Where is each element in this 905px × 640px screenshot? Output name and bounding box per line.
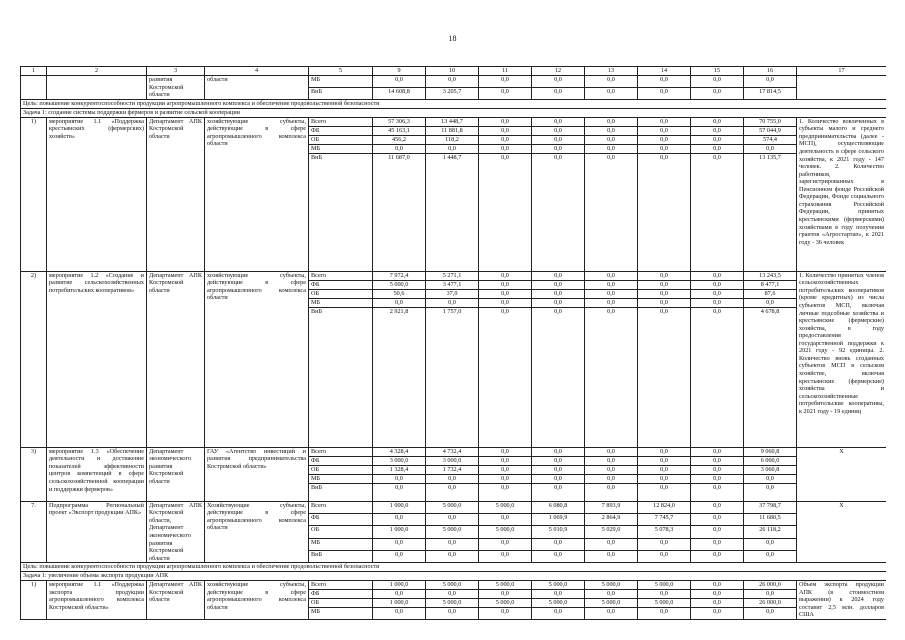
executor-cell: Департамент АПК Костромской области bbox=[147, 117, 205, 271]
executor-cell: Департамент экономического развития Костромской области bbox=[147, 447, 205, 501]
funding-source: ВнБ bbox=[309, 483, 373, 501]
amount-cell: 0,0 bbox=[585, 153, 638, 271]
amount-cell: 0,0 bbox=[532, 465, 585, 474]
amount-cell: 0,0 bbox=[479, 513, 532, 525]
amount-cell: 0,0 bbox=[638, 483, 691, 501]
amount-cell: 1 328,4 bbox=[373, 465, 426, 474]
amount-cell: 7 972,4 bbox=[373, 271, 426, 280]
amount-cell: 0,0 bbox=[532, 307, 585, 447]
amount-cell: 0,0 bbox=[638, 153, 691, 271]
amount-cell: 0,0 bbox=[585, 456, 638, 465]
task-row-text: Задача 1: увеличение объема экспорта продукции АПК bbox=[21, 572, 887, 581]
amount-cell: 0,0 bbox=[744, 76, 797, 88]
funding-source: ОБ bbox=[309, 135, 373, 144]
carry-row bbox=[21, 76, 887, 88]
amount-cell: 0,0 bbox=[638, 550, 691, 562]
expected-result: Х bbox=[797, 447, 887, 501]
amount-cell: 5 000,0 bbox=[532, 581, 585, 590]
amount-cell: 0,0 bbox=[638, 280, 691, 289]
amount-cell: 0,0 bbox=[585, 135, 638, 144]
amount-cell: 0,0 bbox=[585, 298, 638, 307]
item-number: 1) bbox=[21, 117, 47, 271]
amount-cell: 4 328,4 bbox=[373, 447, 426, 456]
amount-cell: 574,4 bbox=[744, 135, 797, 144]
expected-result: Объем экспорта продукции АПК (в стоимостном выражении) к 2024 году составит 2,5 млн. долларов США bbox=[797, 581, 887, 620]
amount-cell: 5 000,0 bbox=[479, 599, 532, 608]
item-number: 3) bbox=[21, 447, 47, 501]
goal-row-text: Цель: повышение конкурентоспособности продукции агропромышленного комплекса и обеспечение продовольственной безопасности bbox=[21, 99, 887, 108]
amount-cell: 5 000,0 bbox=[426, 501, 479, 513]
budget-table bbox=[20, 66, 886, 620]
empty-cell bbox=[21, 76, 47, 100]
funding-row bbox=[21, 447, 887, 456]
amount-cell: 5 000,0 bbox=[638, 599, 691, 608]
amount-cell: 1 000,0 bbox=[373, 599, 426, 608]
amount-cell: 5 000,0 bbox=[479, 526, 532, 538]
amount-cell: 0,0 bbox=[532, 474, 585, 483]
amount-cell: 0,0 bbox=[479, 447, 532, 456]
amount-cell: 0,0 bbox=[426, 474, 479, 483]
amount-cell: 0,0 bbox=[479, 135, 532, 144]
amount-cell: 0,0 bbox=[691, 87, 744, 99]
amount-cell: 0,0 bbox=[479, 271, 532, 280]
amount-cell: 1 000,0 bbox=[373, 581, 426, 590]
amount-cell: 0,0 bbox=[373, 538, 426, 550]
column-header: 2 bbox=[47, 67, 147, 76]
amount-cell: 0,0 bbox=[532, 298, 585, 307]
amount-cell: 5 000,0 bbox=[373, 280, 426, 289]
amount-cell: 0,0 bbox=[585, 550, 638, 562]
amount-cell: 37,0 bbox=[426, 289, 479, 298]
amount-cell: 0,0 bbox=[691, 298, 744, 307]
amount-cell: 0,0 bbox=[691, 144, 744, 153]
goal-row bbox=[21, 563, 887, 572]
amount-cell: 0,0 bbox=[585, 271, 638, 280]
amount-cell: 0,0 bbox=[691, 307, 744, 447]
task-row-text: Задача 1: создание системы поддержки фермеров и развитие сельской кооперации bbox=[21, 108, 887, 117]
amount-cell: 0,0 bbox=[532, 550, 585, 562]
amount-cell: 0,0 bbox=[691, 590, 744, 599]
header-row bbox=[21, 67, 887, 76]
amount-cell: 0,0 bbox=[426, 538, 479, 550]
amount-cell: 0,0 bbox=[691, 501, 744, 513]
amount-cell: 0,0 bbox=[744, 608, 797, 620]
item-number: 2) bbox=[21, 271, 47, 447]
funding-source: ФБ bbox=[309, 456, 373, 465]
amount-cell: 0,0 bbox=[691, 465, 744, 474]
recipient-cell: Хозяйствующие субъекты, действующие в сфере агропромышленного комплекса области bbox=[205, 501, 309, 563]
amount-cell: 13 135,7 bbox=[744, 153, 797, 271]
amount-cell: 0,0 bbox=[532, 456, 585, 465]
funding-source: ФБ bbox=[309, 126, 373, 135]
funding-row bbox=[21, 581, 887, 590]
column-header: 11 bbox=[479, 67, 532, 76]
amount-cell: 0,0 bbox=[479, 608, 532, 620]
amount-cell: 0,0 bbox=[532, 271, 585, 280]
amount-cell: 0,0 bbox=[691, 483, 744, 501]
amount-cell: 87,6 bbox=[744, 289, 797, 298]
amount-cell: 5 000,0 bbox=[426, 599, 479, 608]
amount-cell: 2 864,9 bbox=[585, 513, 638, 525]
amount-cell: 0,0 bbox=[638, 608, 691, 620]
amount-cell: 0,0 bbox=[744, 550, 797, 562]
amount-cell: 0,0 bbox=[532, 289, 585, 298]
amount-cell: 0,0 bbox=[479, 76, 532, 88]
funding-source: ФБ bbox=[309, 280, 373, 289]
executor-cell: Департамент АПК Костромской области bbox=[147, 271, 205, 447]
amount-cell: 0,0 bbox=[585, 590, 638, 599]
amount-cell: 70 755,0 bbox=[744, 117, 797, 126]
amount-cell: 3 060,8 bbox=[744, 465, 797, 474]
column-header: 5 bbox=[309, 67, 373, 76]
funding-source: ОБ bbox=[309, 289, 373, 298]
item-number: 1) bbox=[21, 581, 47, 620]
funding-row bbox=[21, 117, 887, 126]
amount-cell: 0,0 bbox=[479, 87, 532, 99]
funding-source: Всего bbox=[309, 581, 373, 590]
amount-cell: 11 881,8 bbox=[426, 126, 479, 135]
amount-cell: 0,0 bbox=[585, 307, 638, 447]
amount-cell: 0,0 bbox=[638, 135, 691, 144]
amount-cell: 4 732,4 bbox=[426, 447, 479, 456]
amount-cell: 0,0 bbox=[479, 474, 532, 483]
funding-source: Всего bbox=[309, 501, 373, 513]
column-header: 4 bbox=[205, 67, 309, 76]
amount-cell: 0,0 bbox=[532, 144, 585, 153]
amount-cell: 0,0 bbox=[691, 447, 744, 456]
funding-source: Всего bbox=[309, 447, 373, 456]
amount-cell: 0,0 bbox=[744, 144, 797, 153]
amount-cell: 26 000,0 bbox=[744, 599, 797, 608]
amount-cell: 0,0 bbox=[585, 126, 638, 135]
amount-cell: 5 271,1 bbox=[426, 271, 479, 280]
amount-cell: 0,0 bbox=[638, 271, 691, 280]
amount-cell: 0,0 bbox=[479, 117, 532, 126]
amount-cell: 0,0 bbox=[532, 117, 585, 126]
amount-cell: 1 757,0 bbox=[426, 307, 479, 447]
funding-source: МБ bbox=[309, 298, 373, 307]
amount-cell: 0,0 bbox=[532, 280, 585, 289]
funding-source: Всего bbox=[309, 117, 373, 126]
amount-cell: 0,0 bbox=[532, 608, 585, 620]
funding-source: ВнБ bbox=[309, 550, 373, 562]
amount-cell: 12 824,0 bbox=[638, 501, 691, 513]
amount-cell: 0,0 bbox=[691, 599, 744, 608]
amount-cell: 0,0 bbox=[426, 76, 479, 88]
amount-cell: 118,2 bbox=[426, 135, 479, 144]
amount-cell: 0,0 bbox=[744, 483, 797, 501]
amount-cell: 0,0 bbox=[691, 474, 744, 483]
funding-source: МБ bbox=[309, 608, 373, 620]
amount-cell: 0,0 bbox=[479, 538, 532, 550]
amount-cell: 0,0 bbox=[532, 153, 585, 271]
amount-cell: 0,0 bbox=[426, 144, 479, 153]
amount-cell: 0,0 bbox=[691, 76, 744, 88]
executor-cell: Департамент АПК Костромской области bbox=[147, 581, 205, 620]
column-header: 1 bbox=[21, 67, 47, 76]
amount-cell: 26 000,0 bbox=[744, 581, 797, 590]
amount-cell: 0,0 bbox=[373, 550, 426, 562]
amount-cell: 0,0 bbox=[426, 483, 479, 501]
funding-source: ОБ bbox=[309, 599, 373, 608]
amount-cell: 0,0 bbox=[691, 550, 744, 562]
amount-cell: 0,0 bbox=[532, 590, 585, 599]
amount-cell: 0,0 bbox=[373, 513, 426, 525]
recipient-cell: хозяйствующие субъекты, действующие в сфере агропромышленного комплекса области bbox=[205, 581, 309, 620]
funding-source: ОБ bbox=[309, 526, 373, 538]
amount-cell: 0,0 bbox=[532, 126, 585, 135]
amount-cell: 0,0 bbox=[744, 298, 797, 307]
amount-cell: 6 080,8 bbox=[532, 501, 585, 513]
amount-cell: 0,0 bbox=[638, 289, 691, 298]
amount-cell: 0,0 bbox=[638, 447, 691, 456]
measure-name: мероприятие 1.2 «Создание и развитие сельскохозяйственных потребительских кооперативов» bbox=[47, 271, 147, 447]
funding-source: ФБ bbox=[309, 513, 373, 525]
amount-cell: 0,0 bbox=[532, 538, 585, 550]
amount-cell: 0,0 bbox=[479, 590, 532, 599]
funding-source: Всего bbox=[309, 271, 373, 280]
expected-result: 1. Количество вовлеченных в субъекты малого и среднего предпринимательства (далее - МСП), осуществляющие деятельность в сфере сельского хозяйства, к 2021 году - 147 человек. 2. Количество работников, зарегистрированных в Пенсионном фонде Российской Федерации, Фонде социального страхования Российской Федерации, принятых крестьянскими (фермерскими) хозяйствами в году получения грантов «Агростартап», к 2021 году - 36 человек bbox=[797, 117, 887, 271]
amount-cell: 0,0 bbox=[373, 590, 426, 599]
expected-result: 1. Количество принятых членов сельскохозяйственных потребительских кооперативов (кроме кредитных) из числа субъектов МСП, включая личные подсобные хозяйства и крестьянские (фермерские) хозяйства, в году предоставления государственной поддержки к 2021 году - 92 единицы. 2. Количество вновь созданных субъектов МСП в сельском хозяйстве, включая крестьянские (фермерские) хозяйства и сельскохозяйственные потребительские кооперативы, к 2021 году - 19 единиц bbox=[797, 271, 887, 447]
item-number: 7. bbox=[21, 501, 47, 563]
amount-cell: 2 921,8 bbox=[373, 307, 426, 447]
amount-cell: 0,0 bbox=[479, 307, 532, 447]
amount-cell: 0,0 bbox=[373, 608, 426, 620]
amount-cell: 0,0 bbox=[585, 76, 638, 88]
amount-cell: 5 000,0 bbox=[532, 599, 585, 608]
amount-cell: 5 078,3 bbox=[638, 526, 691, 538]
amount-cell: 0,0 bbox=[691, 513, 744, 525]
amount-cell: 0,0 bbox=[585, 117, 638, 126]
column-header: 10 bbox=[426, 67, 479, 76]
funding-source: МБ bbox=[309, 76, 373, 88]
amount-cell: 57 044,9 bbox=[744, 126, 797, 135]
amount-cell: 1 448,7 bbox=[426, 153, 479, 271]
amount-cell: 5 029,0 bbox=[585, 526, 638, 538]
funding-source: ОБ bbox=[309, 465, 373, 474]
amount-cell: 0,0 bbox=[479, 289, 532, 298]
amount-cell: 0,0 bbox=[585, 280, 638, 289]
amount-cell: 0,0 bbox=[373, 144, 426, 153]
amount-cell: 0,0 bbox=[744, 474, 797, 483]
amount-cell: 0,0 bbox=[691, 135, 744, 144]
funding-row bbox=[21, 271, 887, 280]
amount-cell: 11 687,0 bbox=[373, 153, 426, 271]
amount-cell: 3 205,7 bbox=[426, 87, 479, 99]
amount-cell: 8 477,1 bbox=[744, 280, 797, 289]
amount-cell: 0,0 bbox=[638, 126, 691, 135]
amount-cell: 0,0 bbox=[638, 144, 691, 153]
amount-cell: 0,0 bbox=[426, 550, 479, 562]
amount-cell: 0,0 bbox=[585, 538, 638, 550]
amount-cell: 0,0 bbox=[532, 447, 585, 456]
amount-cell: 0,0 bbox=[691, 608, 744, 620]
amount-cell: 5 000,0 bbox=[426, 526, 479, 538]
column-header: 3 bbox=[147, 67, 205, 76]
amount-cell: 0,0 bbox=[479, 456, 532, 465]
column-header: 12 bbox=[532, 67, 585, 76]
amount-cell: 0,0 bbox=[691, 581, 744, 590]
amount-cell: 17 814,5 bbox=[744, 87, 797, 99]
funding-source: ВнБ bbox=[309, 153, 373, 271]
amount-cell: 0,0 bbox=[479, 280, 532, 289]
empty-cell bbox=[47, 76, 147, 100]
column-header: 14 bbox=[638, 67, 691, 76]
amount-cell: 3 000,0 bbox=[426, 456, 479, 465]
amount-cell: 0,0 bbox=[426, 590, 479, 599]
goal-row-text: Цель: повышение конкурентоспособности продукции агропромышленного комплекса и обеспечение продовольственной безопасности bbox=[21, 563, 887, 572]
amount-cell: 1 000,0 bbox=[373, 501, 426, 513]
amount-cell: 0,0 bbox=[638, 474, 691, 483]
amount-cell: 57 306,3 bbox=[373, 117, 426, 126]
amount-cell: 3 000,0 bbox=[373, 456, 426, 465]
amount-cell: 0,0 bbox=[638, 465, 691, 474]
amount-cell: 0,0 bbox=[426, 298, 479, 307]
amount-cell: 7 893,9 bbox=[585, 501, 638, 513]
amount-cell: 5 000,0 bbox=[638, 581, 691, 590]
amount-cell: 9 060,8 bbox=[744, 447, 797, 456]
amount-cell: 45 163,1 bbox=[373, 126, 426, 135]
amount-cell: 1 000,0 bbox=[373, 526, 426, 538]
column-header: 15 bbox=[691, 67, 744, 76]
amount-cell: 0,0 bbox=[691, 153, 744, 271]
executor-cell: развития Костромской области bbox=[147, 76, 205, 100]
amount-cell: 0,0 bbox=[585, 483, 638, 501]
amount-cell: 0,0 bbox=[585, 474, 638, 483]
amount-cell: 0,0 bbox=[638, 76, 691, 88]
funding-row bbox=[21, 501, 887, 513]
amount-cell: 26 118,2 bbox=[744, 526, 797, 538]
amount-cell: 0,0 bbox=[744, 590, 797, 599]
empty-cell bbox=[797, 76, 887, 100]
amount-cell: 0,0 bbox=[479, 126, 532, 135]
amount-cell: 37 798,7 bbox=[744, 501, 797, 513]
amount-cell: 0,0 bbox=[585, 289, 638, 298]
column-header: 13 bbox=[585, 67, 638, 76]
expected-result: Х bbox=[797, 501, 887, 563]
amount-cell: 0,0 bbox=[479, 153, 532, 271]
recipient-cell: хозяйствующие субъекты, действующие в сфере агропромышленного комплекса области bbox=[205, 271, 309, 447]
amount-cell: 0,0 bbox=[373, 474, 426, 483]
amount-cell: 0,0 bbox=[585, 144, 638, 153]
amount-cell: 13 243,5 bbox=[744, 271, 797, 280]
amount-cell: 3 477,1 bbox=[426, 280, 479, 289]
amount-cell: 14 608,8 bbox=[373, 87, 426, 99]
amount-cell: 0,0 bbox=[373, 298, 426, 307]
amount-cell: 0,0 bbox=[479, 465, 532, 474]
amount-cell: 0,0 bbox=[479, 298, 532, 307]
amount-cell: 0,0 bbox=[691, 289, 744, 298]
funding-source: МБ bbox=[309, 474, 373, 483]
amount-cell: 5 000,0 bbox=[585, 581, 638, 590]
amount-cell: 5 000,0 bbox=[479, 501, 532, 513]
amount-cell: 5 000,0 bbox=[479, 581, 532, 590]
funding-source: ФБ bbox=[309, 590, 373, 599]
column-header: 16 bbox=[744, 67, 797, 76]
amount-cell: 5 000,0 bbox=[426, 581, 479, 590]
recipient-cell: области bbox=[205, 76, 309, 100]
goal-row bbox=[21, 99, 887, 108]
amount-cell: 0,0 bbox=[426, 608, 479, 620]
column-header: 17 bbox=[797, 67, 887, 76]
amount-cell: 0,0 bbox=[744, 538, 797, 550]
task-row bbox=[21, 108, 887, 117]
amount-cell: 1 069,9 bbox=[532, 513, 585, 525]
amount-cell: 50,6 bbox=[373, 289, 426, 298]
amount-cell: 0,0 bbox=[691, 271, 744, 280]
amount-cell: 13 448,7 bbox=[426, 117, 479, 126]
amount-cell: 0,0 bbox=[638, 538, 691, 550]
amount-cell: 4 678,8 bbox=[744, 307, 797, 447]
amount-cell: 0,0 bbox=[532, 483, 585, 501]
amount-cell: 0,0 bbox=[585, 87, 638, 99]
funding-source: ВнБ bbox=[309, 87, 373, 99]
measure-name: мероприятие 1.3 «Обеспечение деятельности и достижение показателей эффективности центров компетенций в сфере сельскохозяйственной кооперации и поддержки фермеров» bbox=[47, 447, 147, 501]
amount-cell: 0,0 bbox=[532, 87, 585, 99]
amount-cell: 0,0 bbox=[479, 483, 532, 501]
amount-cell: 6 000,0 bbox=[744, 456, 797, 465]
amount-cell: 0,0 bbox=[638, 307, 691, 447]
amount-cell: 0,0 bbox=[585, 608, 638, 620]
amount-cell: 0,0 bbox=[585, 447, 638, 456]
amount-cell: 0,0 bbox=[373, 483, 426, 501]
amount-cell: 0,0 bbox=[532, 135, 585, 144]
amount-cell: 0,0 bbox=[691, 526, 744, 538]
amount-cell: 7 745,7 bbox=[638, 513, 691, 525]
amount-cell: 0,0 bbox=[479, 550, 532, 562]
recipient-cell: хозяйствующие субъекты, действующие в сфере агропромышленного комплекса области bbox=[205, 117, 309, 271]
amount-cell: 0,0 bbox=[373, 76, 426, 88]
amount-cell: 0,0 bbox=[691, 456, 744, 465]
funding-source: ВнБ bbox=[309, 307, 373, 447]
amount-cell: 0,0 bbox=[479, 144, 532, 153]
amount-cell: 0,0 bbox=[638, 456, 691, 465]
measure-name: мероприятие 1.1 «Поддержка крестьянских (фермерских) хозяйств» bbox=[47, 117, 147, 271]
amount-cell: 11 680,5 bbox=[744, 513, 797, 525]
amount-cell: 5 000,0 bbox=[585, 599, 638, 608]
funding-source: МБ bbox=[309, 144, 373, 153]
amount-cell: 0,0 bbox=[691, 117, 744, 126]
amount-cell: 0,0 bbox=[691, 280, 744, 289]
amount-cell: 0,0 bbox=[585, 465, 638, 474]
column-header: 9 bbox=[373, 67, 426, 76]
amount-cell: 0,0 bbox=[532, 76, 585, 88]
amount-cell: 0,0 bbox=[638, 298, 691, 307]
task-row bbox=[21, 572, 887, 581]
funding-source: МБ bbox=[309, 538, 373, 550]
amount-cell: 0,0 bbox=[638, 87, 691, 99]
executor-cell: Департамент АПК Костромской области, Департамент экономического развития Костромской области bbox=[147, 501, 205, 563]
budget-table-sheet bbox=[20, 66, 886, 621]
amount-cell: 0,0 bbox=[691, 538, 744, 550]
amount-cell: 0,0 bbox=[638, 117, 691, 126]
recipient-cell: ГАУ «Агентство инвестиций и развития предпринимательства Костромской области» bbox=[205, 447, 309, 501]
amount-cell: 0,0 bbox=[691, 126, 744, 135]
amount-cell: 5 010,9 bbox=[532, 526, 585, 538]
measure-name: мероприятие 1.1 «Поддержка экспорта продукции агропромышленного комплекса Костромской области» bbox=[47, 581, 147, 620]
amount-cell: 0,0 bbox=[426, 513, 479, 525]
page-number: 18 bbox=[448, 34, 457, 43]
measure-name: Подпрограмма Региональный проект «Экспорт продукции АПК» bbox=[47, 501, 147, 563]
amount-cell: 0,0 bbox=[638, 590, 691, 599]
amount-cell: 456,2 bbox=[373, 135, 426, 144]
amount-cell: 1 732,4 bbox=[426, 465, 479, 474]
